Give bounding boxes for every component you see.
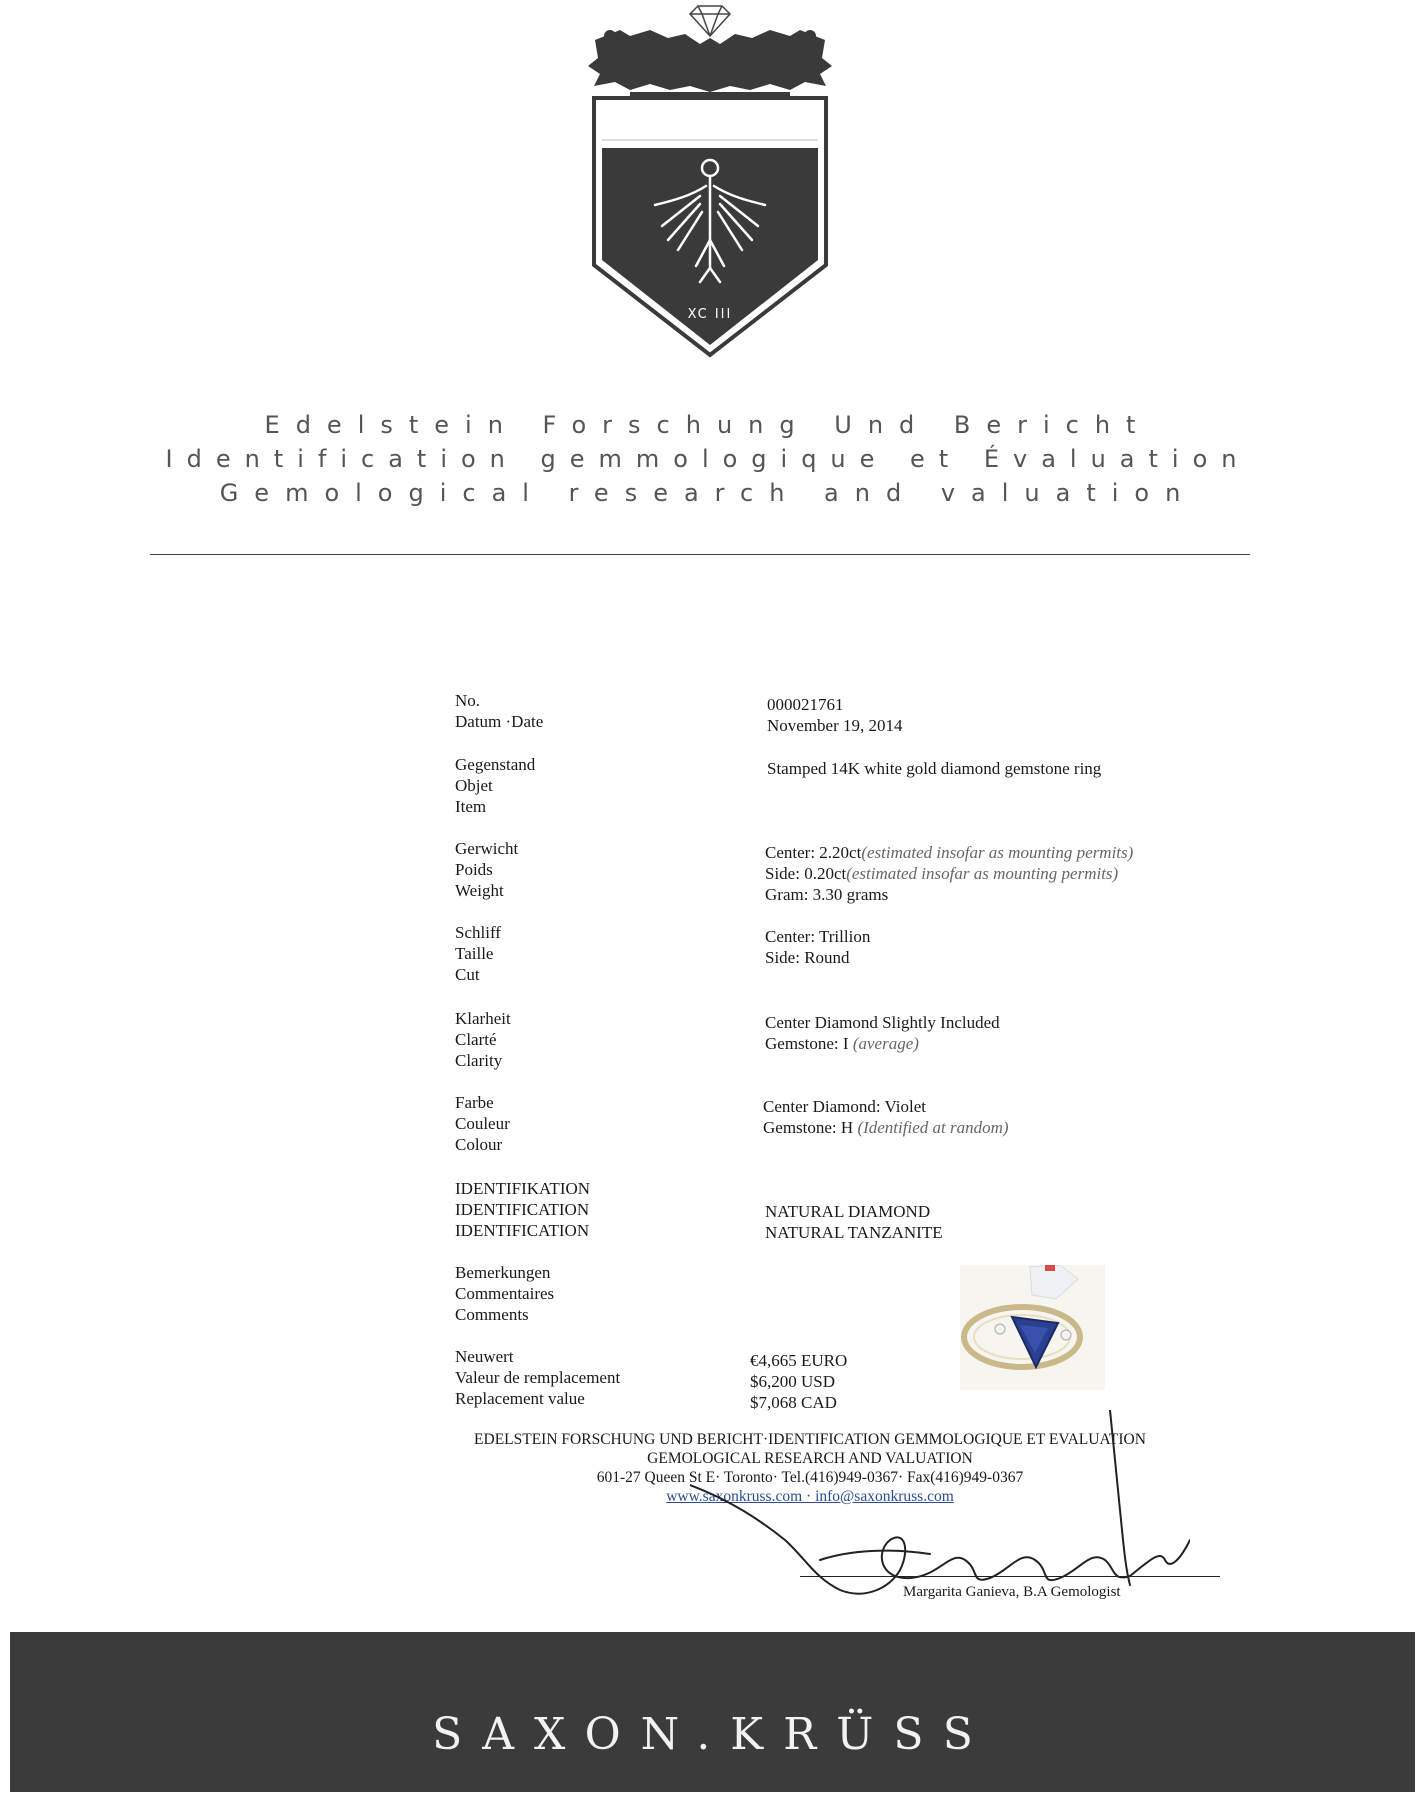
footer-org-line2: GEMOLOGICAL RESEARCH AND VALUATION <box>647 1450 973 1467</box>
signature <box>690 1410 1190 1610</box>
field-label: Klarheit <box>455 1009 511 1028</box>
clarity-gemstone: Gemstone: I <box>765 1034 853 1053</box>
diamond-icon <box>690 6 730 36</box>
weight-center-note: (estimated insofar as mounting permits) <box>861 843 1134 862</box>
header-taglines <box>0 408 1416 510</box>
field-label: Cut <box>455 965 480 984</box>
item-description: Stamped 14K white gold diamond gemstone ring <box>767 759 1102 778</box>
field-label: Gegenstand <box>455 755 536 774</box>
field-label: Weight <box>455 881 504 900</box>
field-label: Colour <box>455 1135 503 1154</box>
field-label: Schliff <box>455 923 501 942</box>
website-link[interactable]: www.saxonkruss.com <box>666 1488 803 1505</box>
link-separator: · <box>802 1488 816 1505</box>
field-label: Taille <box>455 944 494 963</box>
ring-photo <box>960 1265 1105 1390</box>
heraldic-lions-icon <box>588 30 832 97</box>
value-usd: $6,200 USD <box>750 1372 836 1391</box>
field-label: IDENTIFIKATION <box>455 1179 591 1198</box>
field-label: Commentaires <box>455 1284 555 1303</box>
signature-line <box>800 1576 1220 1577</box>
field-label: Bemerkungen <box>455 1263 551 1282</box>
field-label: Replacement value <box>455 1389 585 1408</box>
weight-center: Center: 2.20ct <box>765 843 862 862</box>
field-label: Neuwert <box>455 1347 514 1366</box>
value-cad: $7,068 CAD <box>750 1393 837 1412</box>
tagline-german: Edelstein Forschung Und Bericht <box>264 411 1152 439</box>
brand-bar <box>10 1632 1415 1792</box>
field-label: Item <box>455 797 487 816</box>
identification-diamond: NATURAL DIAMOND <box>765 1202 931 1221</box>
crest-numeral: XC III <box>687 307 733 322</box>
colour-gemstone-note: (Identified at random) <box>857 1118 1009 1137</box>
weight-grams: Gram: 3.30 grams <box>765 885 889 904</box>
field-label: No. <box>455 691 481 710</box>
identification-blank <box>765 1180 943 1201</box>
colour-center: Center Diamond: Violet <box>763 1097 926 1116</box>
field-label: Comments <box>455 1305 529 1324</box>
value-euro: €4,665 EURO <box>750 1351 848 1370</box>
clarity-center: Center Diamond Slightly Included <box>765 1013 1000 1032</box>
clarity-gemstone-note: (average) <box>852 1034 919 1053</box>
weight-side: Side: 0.20ct <box>765 864 847 883</box>
field-label: IDENTIFICATION <box>455 1200 590 1219</box>
footer-address: 601-27 Queen St E· Toronto· Tel.(416)949-0367· Fax(416)949-0367 <box>596 1469 1024 1486</box>
header-divider <box>150 554 1250 555</box>
email-link[interactable]: info@saxonkruss.com <box>815 1488 954 1505</box>
tagline-english: Gemological research and valuation <box>219 479 1197 507</box>
gemologist-name: Margarita Ganieva, B.A Gemologist <box>903 1584 1121 1600</box>
crest-logo <box>550 0 870 370</box>
identification-tanzanite: NATURAL TANZANITE <box>765 1223 943 1242</box>
colour-gemstone: Gemstone: H <box>763 1118 858 1137</box>
field-label: Poids <box>455 860 493 879</box>
tagline-french: Identification gemmologique et Évaluation <box>165 445 1251 473</box>
footer-org-line1: EDELSTEIN FORSCHUNG UND BERICHT·IDENTIFICATION GEMMOLOGIQUE ET EVALUATION <box>474 1431 1146 1448</box>
field-label: Couleur <box>455 1114 510 1133</box>
field-label: Objet <box>455 776 493 795</box>
field-label: Gerwicht <box>455 839 519 858</box>
field-label: Clarté <box>455 1030 497 1049</box>
cut-center: Center: Trillion <box>765 927 871 946</box>
field-label: IDENTIFICATION <box>455 1221 590 1240</box>
field-label: Farbe <box>455 1093 494 1112</box>
certificate-number: 000021761 <box>767 695 844 714</box>
brand-name: SAXON.KRÜSS <box>432 1708 993 1760</box>
field-label: Valeur de remplacement <box>455 1368 621 1387</box>
field-label: Clarity <box>455 1051 503 1070</box>
certificate-date: November 19, 2014 <box>767 716 903 735</box>
weight-side-note: (estimated insofar as mounting permits) <box>846 864 1119 883</box>
cut-side: Side: Round <box>765 948 850 967</box>
field-label: Datum ·Date <box>455 712 544 731</box>
